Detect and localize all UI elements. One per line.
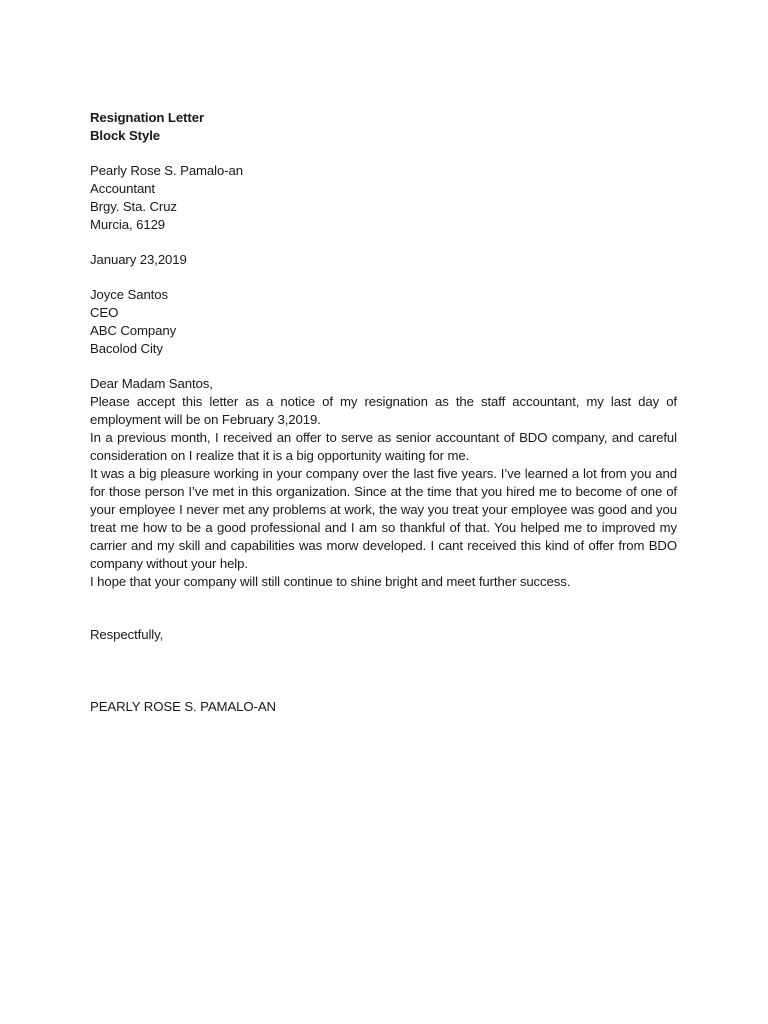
sender-address-line1: Brgy. Sta. Cruz: [90, 199, 177, 214]
body-paragraph-4: I hope that your company will still continue to shine bright and meet further success.: [90, 574, 571, 589]
sender-address-block: [90, 162, 677, 234]
recipient-city: Bacolod City: [90, 341, 163, 356]
body-paragraph-1: Please accept this letter as a notice of my resignation as the staff accountant, my last day of employment will be on February 3,2019.: [90, 394, 677, 427]
signature-name: PEARLY ROSE S. PAMALO-AN: [90, 699, 276, 714]
letter-heading: [90, 109, 677, 145]
letter-page: [90, 109, 677, 716]
sender-name: Pearly Rose S. Pamalo-an: [90, 163, 243, 178]
closing-block: [90, 626, 677, 644]
salutation-block: [90, 375, 677, 393]
letter-style-label: Block Style: [90, 128, 160, 143]
recipient-company: ABC Company: [90, 323, 177, 338]
letter-title: Resignation Letter: [90, 110, 204, 125]
salutation: Dear Madam Santos,: [90, 376, 213, 391]
body-paragraph-2: In a previous month, I received an offer to serve as senior accountant of BDO company, and careful consideration on I realize that it is a big opportunity waiting for me.: [90, 430, 677, 463]
sender-address-line2: Murcia, 6129: [90, 217, 166, 232]
date-block: [90, 251, 677, 269]
recipient-address-block: [90, 286, 677, 358]
recipient-position: CEO: [90, 305, 119, 320]
complimentary-close: Respectfully,: [90, 627, 164, 642]
letter-date: January 23,2019: [90, 252, 187, 267]
signature-block: [90, 698, 677, 716]
recipient-name: Joyce Santos: [90, 287, 168, 302]
sender-position: Accountant: [90, 181, 155, 196]
body-paragraph-3: It was a big pleasure working in your company over the last five years. I’ve learned a lot from you and for those person I’ve met in this organization. Since at the time that you hired me to become of one of your employee I never met any problems at work, the way you treat your employee was good and you treat me how to be a good professional and I am so thankful of that. You helped me to improved my carrier and my skill and capabilities was morw developed. I cant received this kind of offer from BDO company without your help.: [90, 466, 677, 571]
